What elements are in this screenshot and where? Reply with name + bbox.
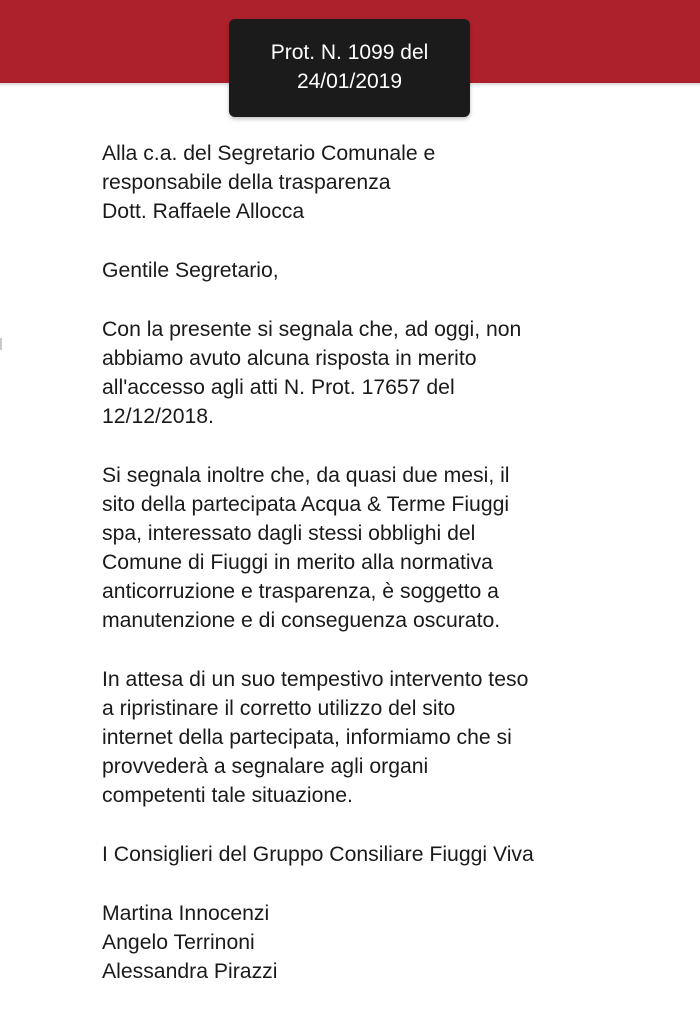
protocol-number-line: Prot. N. 1099 del — [270, 41, 429, 64]
greeting — [102, 256, 687, 285]
paragraph-line: provvederà a segnalare agli organi — [102, 755, 429, 778]
signatory-name: Angelo Terrinoni — [102, 931, 255, 954]
addressee-block — [102, 139, 687, 226]
paragraph-line: anticorruzione e trasparenza, è soggetto a — [102, 580, 499, 603]
paragraph-line: spa, interessato dagli stessi obblighi del — [102, 522, 476, 545]
paragraph-line: Comune di Fiuggi in merito alla normativa — [102, 551, 493, 574]
paragraph-line: Si segnala inoltre che, da quasi due mesi, il — [102, 464, 510, 487]
signatory-name: Alessandra Pirazzi — [102, 960, 278, 983]
paragraph-no-response — [102, 315, 687, 431]
paragraph-line: competenti tale situazione. — [102, 784, 353, 807]
addressee-line: Alla c.a. del Segretario Comunale e — [102, 142, 436, 165]
addressee-line: responsabile della trasparenza — [102, 171, 391, 194]
paragraph-line: In attesa di un suo tempestivo intervento teso — [102, 668, 529, 691]
protocol-number-badge — [229, 19, 470, 117]
paragraph-line: abbiamo avuto alcuna risposta in merito — [102, 347, 477, 370]
paragraph-line: manutenzione e di conseguenza oscurato. — [102, 609, 501, 632]
paragraph-line: internet della partecipata, informiamo che si — [102, 726, 512, 749]
paragraph-line: sito della partecipata Acqua & Terme Fiuggi — [102, 493, 510, 516]
paragraph-line: all'accesso agli atti N. Prot. 17657 del — [102, 376, 455, 399]
signatories-list — [102, 899, 687, 986]
paragraph-line: 12/12/2018. — [102, 405, 214, 428]
signatory-name: Martina Innocenzi — [102, 902, 270, 925]
paragraph-site-offline — [102, 461, 687, 635]
greeting-text: Gentile Segretario, — [102, 259, 279, 282]
paragraph-request — [102, 665, 687, 810]
letter-body — [102, 139, 687, 1016]
sign-off — [102, 840, 687, 869]
addressee-name: Dott. Raffaele Allocca — [102, 200, 305, 223]
paragraph-line: a ripristinare il corretto utilizzo del sito — [102, 697, 456, 720]
scroll-edge-mark — [0, 338, 2, 350]
paragraph-line: Con la presente si segnala che, ad oggi, non — [102, 318, 522, 341]
sign-off-text: I Consiglieri del Gruppo Consiliare Fiuggi Viva — [102, 843, 534, 866]
protocol-date-line: 24/01/2019 — [296, 70, 403, 93]
